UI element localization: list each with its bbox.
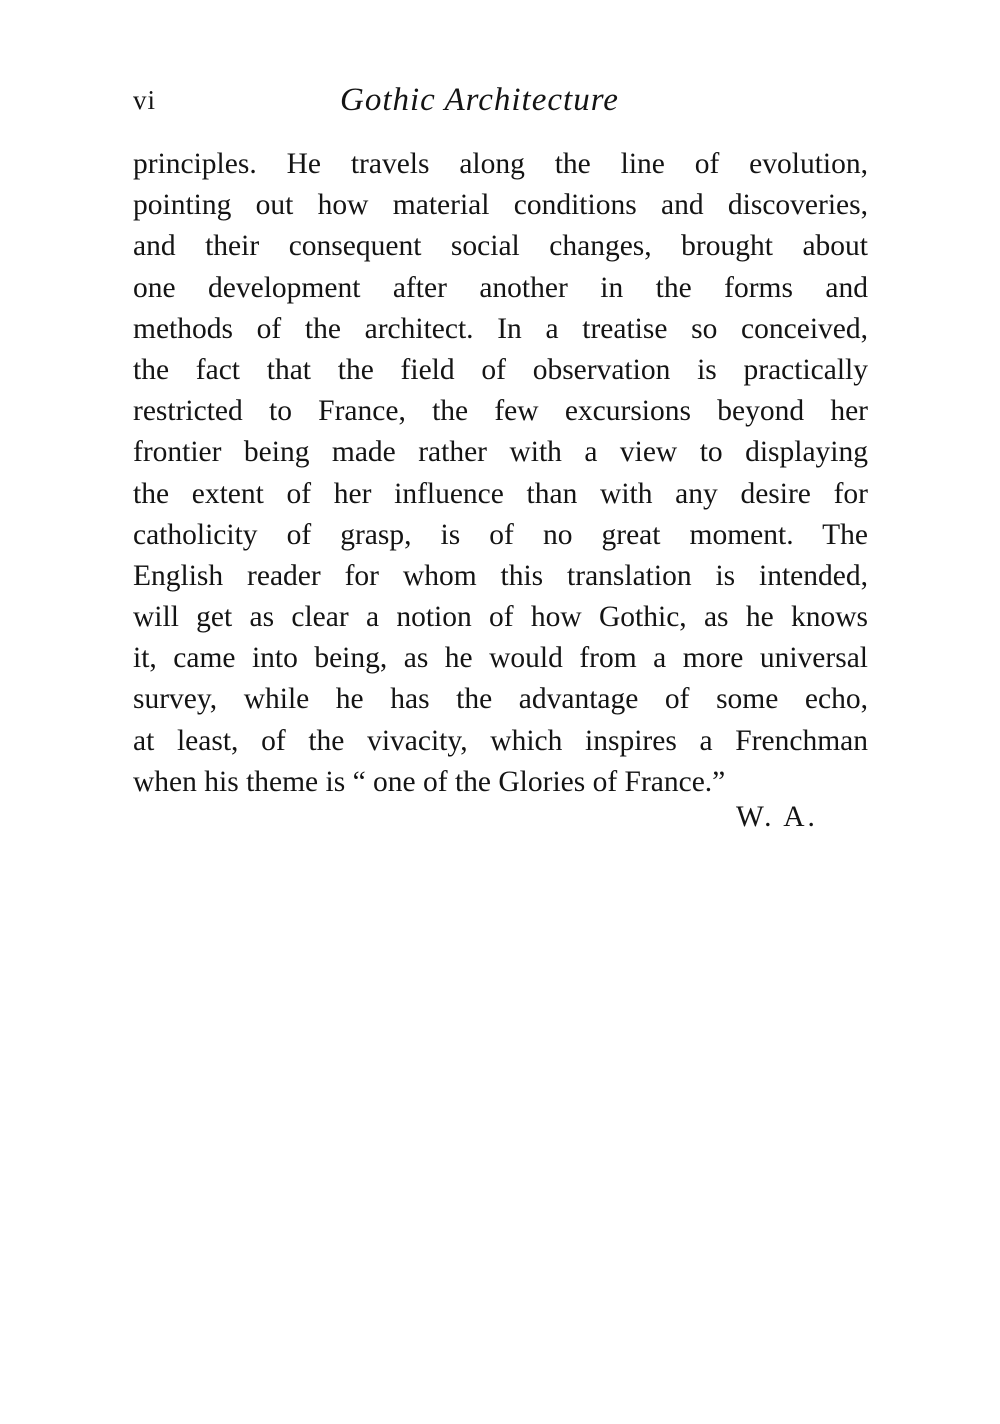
body-paragraph — [133, 144, 868, 803]
text-line: at least, of the vivacity, which inspires a Frenchman — [133, 724, 868, 757]
page-number: vi — [133, 85, 157, 115]
running-title: Gothic Architecture — [340, 82, 619, 118]
text-line: catholicity of grasp, is of no great moment. The — [133, 518, 868, 551]
text-line: the extent of her influence than with any desire for — [133, 477, 868, 510]
author-initials: W. A. — [736, 801, 818, 833]
text-line: principles. He travels along the line of evolution, — [133, 148, 868, 180]
text-line: frontier being made rather with a view to displaying — [133, 436, 868, 469]
text-line: restricted to France, the few excursions beyond her — [133, 395, 868, 428]
text-line: the fact that the field of observation is practically — [133, 353, 868, 386]
text-line: when his theme is “ one of the Glories of France.” — [133, 765, 726, 798]
text-line: English reader for whom this translation is intended, — [133, 559, 868, 592]
text-line: one development after another in the forms and — [133, 271, 868, 304]
text-line: will get as clear a notion of how Gothic, as he knows — [133, 601, 868, 634]
running-head — [133, 78, 868, 122]
text-line: and their consequent social changes, brought about — [133, 230, 868, 263]
text-line: methods of the architect. In a treatise so conceived, — [133, 312, 868, 345]
text-line: pointing out how material conditions and discoveries, — [133, 189, 868, 222]
text-line: it, came into being, as he would from a more universal — [133, 642, 868, 675]
text-line: survey, while he has the advantage of some echo, — [133, 683, 868, 716]
